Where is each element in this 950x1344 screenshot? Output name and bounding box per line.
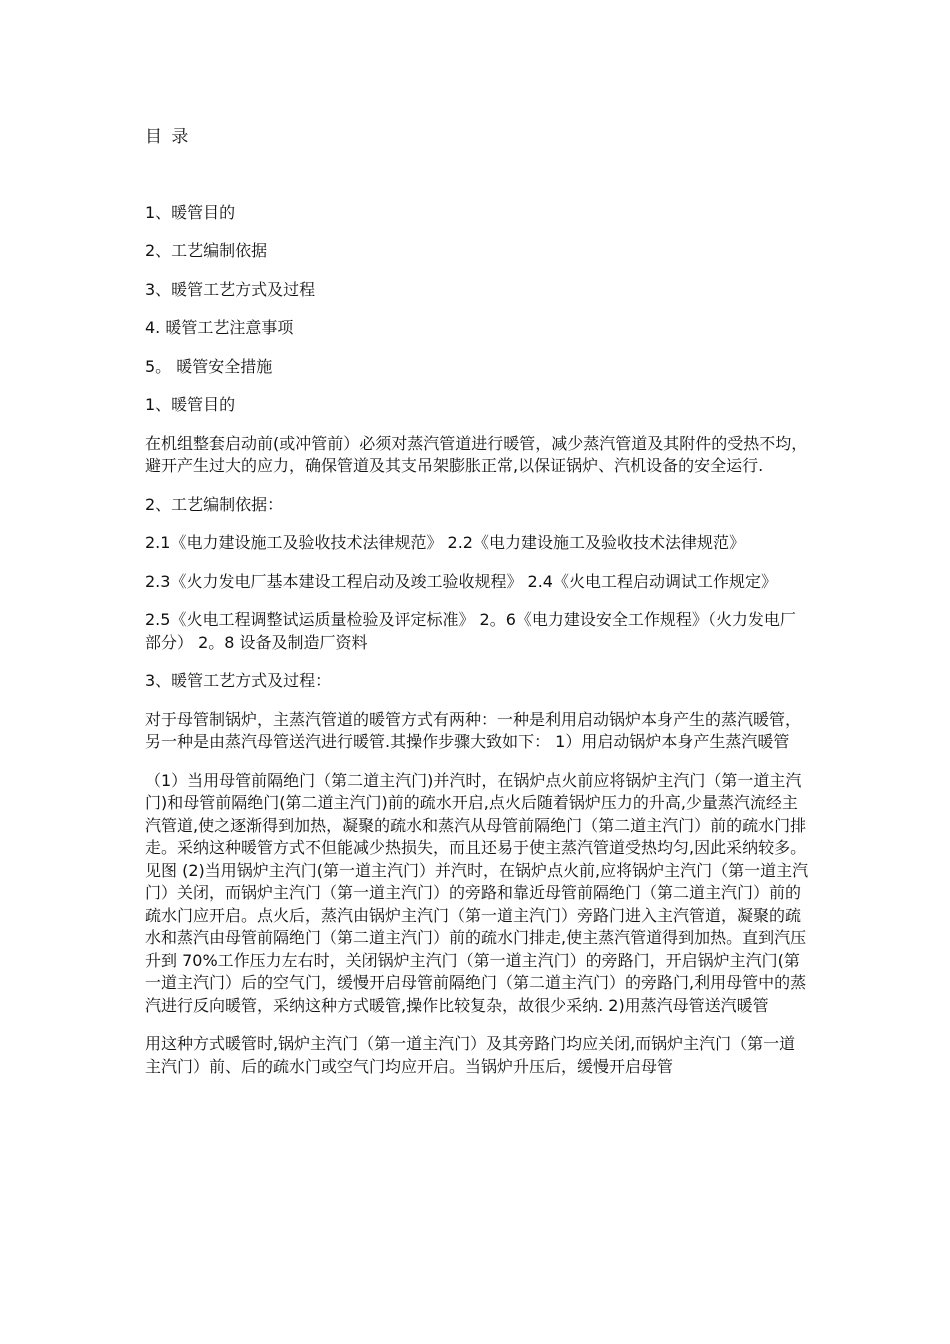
toc-item: 4. 暖管工艺注意事项 xyxy=(145,318,294,337)
body-paragraph: 用这种方式暖管时,锅炉主汽门（第一道主汽门）及其旁路门均应关闭,而锅炉主汽门（第一道主汽门）前、后的疏水门或空气门均应开启。当锅炉升压后，缓慢开启母管 xyxy=(145,1034,796,1076)
body-paragraph: 对于母管制锅炉，主蒸汽管道的暖管方式有两种：一种是利用启动锅炉本身产生的蒸汽暖管，另一种是由蒸汽母管送汽进行暖管.其操作步骤大致如下： 1）用启动锅炉本身产生蒸汽暖管 xyxy=(145,709,802,751)
document-body xyxy=(145,126,810,1094)
reference-line: 2.5《火电工程调整试运质量检验及评定标准》 2。6《电力建设安全工作规程》（火力发电厂部分） 2。8 设备及制造厂资料 xyxy=(145,610,796,652)
section-heading: 3、暖管工艺方式及过程： xyxy=(145,671,332,690)
body-paragraph: 在机组整套启动前(或冲管前）必须对蒸汽管道进行暖管，减少蒸汽管道及其附件的受热不均，避开产生过大的应力，确保管道及其支吊架膨胀正常,以保证锅炉、汽机设备的安全运行. xyxy=(145,433,808,475)
toc-item: 3、暖管工艺方式及过程 xyxy=(145,279,316,299)
reference-line: 2.3《火力发电厂基本建设工程启动及竣工验收规程》 2.4《火电工程启动调试工作规定》 xyxy=(145,571,777,591)
toc-item: 1、暖管目的 xyxy=(145,202,236,222)
body-paragraph: （1）当用母管前隔绝门（第二道主汽门)并汽时，在锅炉点火前应将锅炉主汽门（第一道主汽门)和母管前隔绝门(第二道主汽门)前的疏水开启,点火后随着锅炉压力的升高,少量蒸汽流经主汽管道,使之逐渐得到加热，凝聚的疏水和蒸汽从母管前隔绝门（第二道主汽门）前的疏水门排走。采纳这种暖管方式不但能减少热损失，而且还易于使主蒸汽管道受热均匀,因此采纳较多。见图 (2)当用锅炉主汽门(第一道主汽门）并汽时，在锅炉点火前,应将锅炉主汽门（第一道主汽门）关闭，而锅炉主汽门（第一道主汽门）的旁路和靠近母管前隔绝门（第二道主汽门）前的疏水门应开启。点火后，蒸汽由锅炉主汽门（第一道主汽门）旁路门进入主汽管道，凝聚的疏水和蒸汽由母管前隔绝门（第二道主汽门）前的疏水门排走,使主蒸汽管道得到加热。直到汽压升到 70%工作压力左右时，关闭锅炉主汽门（第一道主汽门）的旁路门，开启锅炉主汽门(第一道主汽门）后的空气门，缓慢开启母管前隔绝门（第二道主汽门）的旁路门,利用母管中的蒸汽进行反向暖管，采纳这种方式暖管,操作比较复杂，故很少采纳. 2)用蒸汽母管送汽暖管 xyxy=(145,770,809,1015)
section-heading: 1、暖管目的 xyxy=(145,395,236,414)
toc-title: 目 录 xyxy=(145,127,191,147)
section-heading: 2、工艺编制依据： xyxy=(145,494,284,514)
reference-line: 2.1《电力建设施工及验收技术法律规范》 2.2《电力建设施工及验收技术法律规范》 xyxy=(145,533,745,552)
toc-item: 5。 暖管安全措施 xyxy=(145,356,273,376)
toc-item: 2、工艺编制依据 xyxy=(145,241,268,260)
